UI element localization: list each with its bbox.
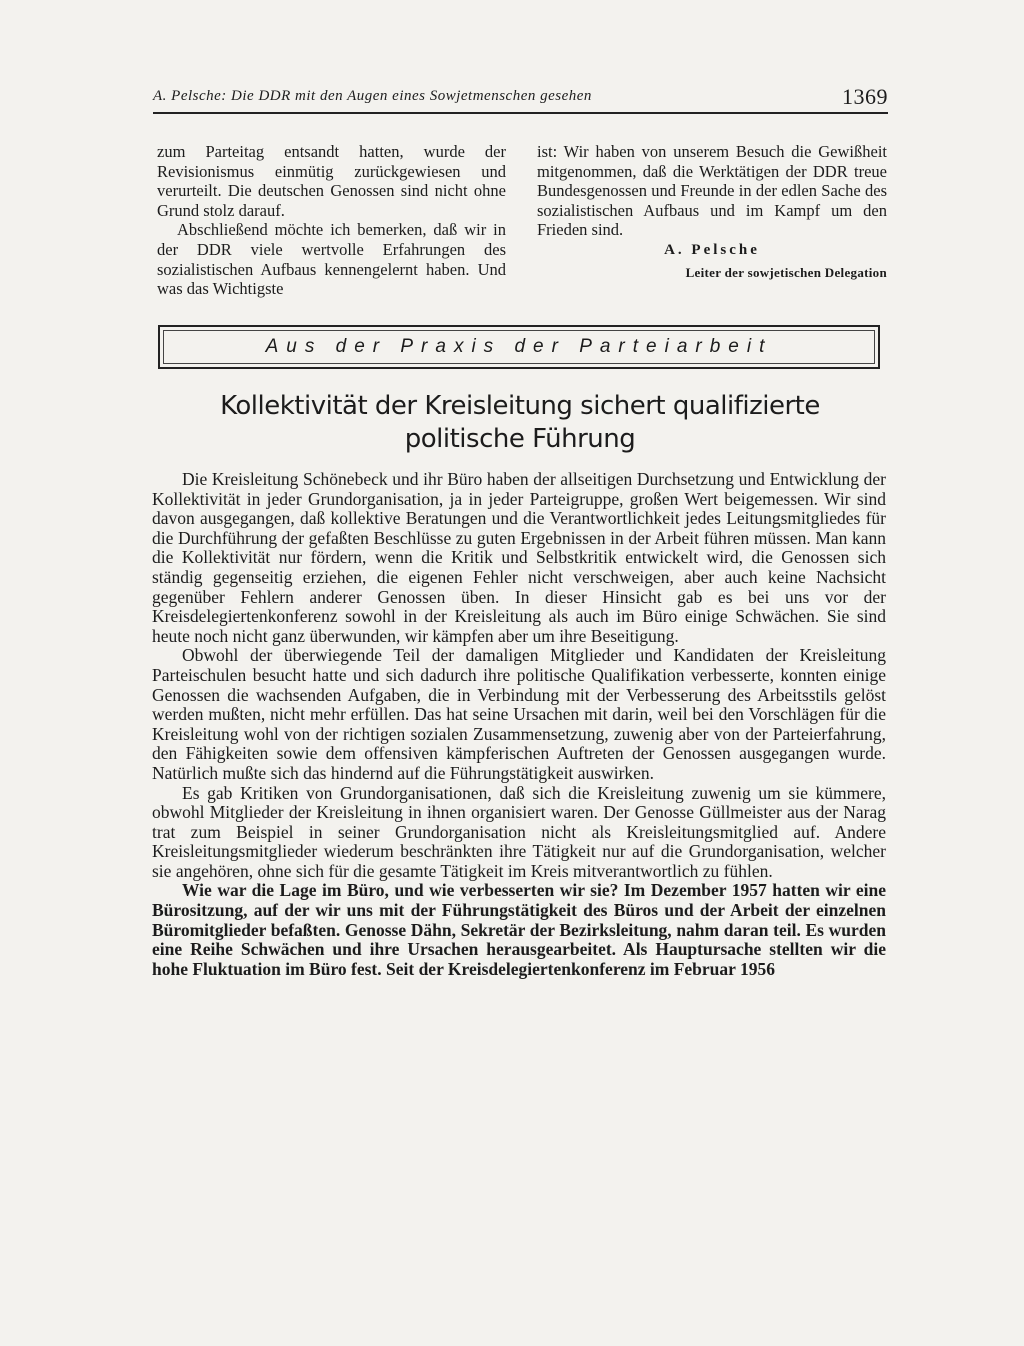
signature-role: Leiter der sowjetischen Delegation (685, 264, 887, 280)
article-title-line-2: politische Führung (404, 424, 636, 454)
left-paragraph-1: zum Parteitag entsandt hatten, wurde der Revisionismus einmütig zurückgewiesen und verurteilt. Die deutschen Genossen sind nicht ohne Grund stolz darauf. (157, 142, 506, 220)
page-number: 1369 (842, 84, 888, 109)
article-paragraph-3: Es gab Kritiken von Grundorganisationen, daß sich die Kreisleitung zuwenig um sie kümmere, obwohl Mitglieder der Kreisleitung in ihnen organisiert waren. Der Genosse Güllmeister aus der Narag trat zum Beispiel in seiner Grundorganisation nicht als Kreisleitungsmitglied auf. Andere Kreisleitungsmitglieder wiederum beschränkten ihre Tätigkeit nur auf die Grundorganisation, welcher sie angehören, ohne sich für die gesamte Tätigkeit im Kreis mitverantwortlich zu fühlen. (152, 782, 886, 881)
signature-name: A. Pelsche (664, 241, 760, 258)
section-label: Aus der Praxis der Parteiarbeit (163, 330, 875, 364)
header-rule (153, 112, 888, 114)
right-column (537, 142, 887, 282)
running-title: A. Pelsche: Die DDR mit den Augen eines Sowjetmenschen gesehen (153, 88, 592, 104)
section-banner (158, 325, 880, 369)
article-body (152, 470, 886, 979)
article-paragraph-1: Die Kreisleitung Schönebeck und ihr Büro haben der allseitigen Durchsetzung und Entwicklung der Kollektivität in jeder Grundorganisation, ja in jeder Parteigruppe, großen Wert beigemessen. Wir sind davon ausgegangen, daß kollektive Beratungen und die Verantwortlichkeit jedes Leitungsmitgliedes für die Durchführung der gefaßten Beschlüsse zu guten Ergebnissen in der Arbeit führen müssen. Man kann die Kollektivität nur fördern, wenn die Kritik und Selbstkritik entwickelt wird, die Genossen sich ständig gegenseitig erziehen, die eigenen Fehler nicht verschweigen, aber auch keine Nachsicht gegenüber Fehlern anderer Genossen üben. In dieser Hinsicht gab es bei uns vor der Kreisdelegiertenkonferenz sowohl in der Kreisleitung als auch im Büro einige Schwächen. Sie sind heute noch nicht ganz überwunden, wir kämpfen aber um ihre Beseitigung. (152, 469, 886, 646)
article-paragraph-4: Wie war die Lage im Büro, und wie verbesserten wir sie? Im Dezember 1957 hatten wir eine Bürositzung, auf der wir uns mit der Führungstätigkeit des Büros und der Arbeit der einzelnen Büromitglieder befaßten. Genosse Dähn, Sekretär der Bezirksleitung, nahm daran teil. Es wurden eine Reihe Schwächen und ihre Ursachen herausgearbeitet. Als Hauptursache stellten wir die hohe Fluktuation im Büro fest. Seit der Kreisdelegiertenkonferenz im Februar 1956 (152, 880, 886, 979)
left-column (157, 142, 506, 299)
left-paragraph-2: Abschließend möchte ich bemerken, daß wir in der DDR viele wertvolle Erfahrungen des sozialistischen Aufbaus kennengelernt haben. Und was das Wichtigste (157, 220, 506, 299)
article-title-line-1: Kollektivität der Kreisleitung sichert qualifizierte (220, 391, 820, 421)
article-paragraph-2: Obwohl der überwiegende Teil der damaligen Mitglieder und Kandidaten der Kreisleitung Parteischulen besucht hatte und sich dadurch ihre politische Qualifikation verbesserte, konnten einige Genossen die wachsenden Aufgaben, die in Verbindung mit der Verbesserung des Arbeitsstils gelöst werden mußten, nicht mehr erfüllen. Das hat seine Ursachen mit darin, weil bei den Vorschlägen für die Kreisleitung wohl von der richtigen sozialen Zusammensetzung, zuwenig aber von der Parteierfahrung, den Fähigkeiten sowie dem offensiven kämpferischen Auftreten der Genossen ausgegangen wurde. Natürlich mußte sich das hindernd auf die Führungstätigkeit auswirken. (152, 645, 886, 783)
running-header (153, 84, 888, 110)
right-paragraph-1: ist: Wir haben von unserem Besuch die Gewißheit mitgenommen, daß die Werktätigen der DDR treue Bundesgenossen und Freunde in der edlen Sache des sozialistischen Aufbaus und im Kampf um den Frieden sind. (537, 142, 887, 240)
article-title (150, 390, 890, 456)
